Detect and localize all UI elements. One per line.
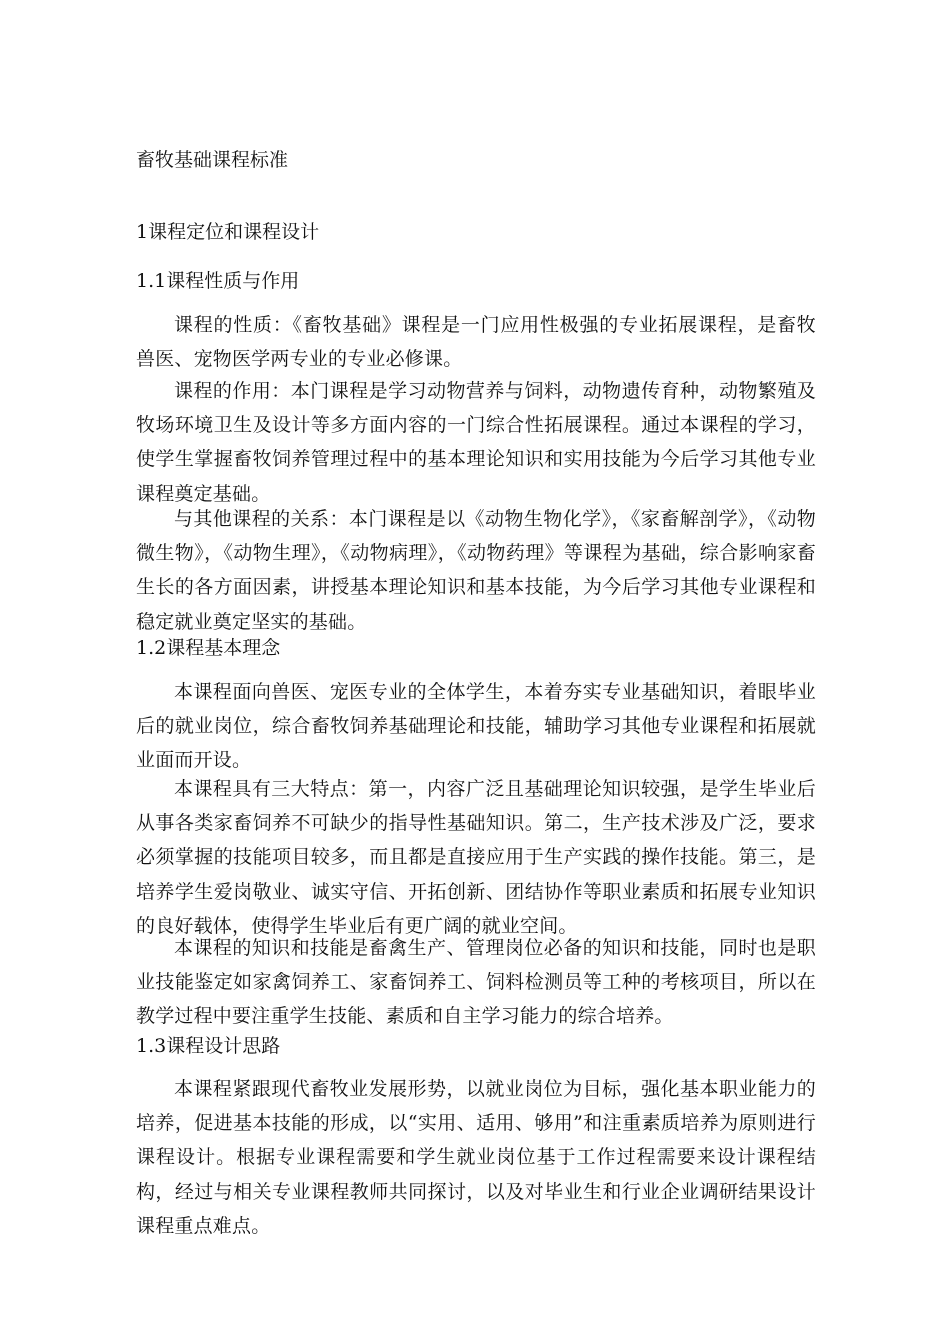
document-title: 畜牧基础课程标准 bbox=[136, 149, 289, 171]
paragraph: 与其他课程的关系：本门课程是以《动物生物化学》，《家畜解剖学》，《动物微生物》，《动物生理》，《动物病理》，《动物药理》等课程为基础，综合影响家畜生长的各方面因素，讲授基本理论知识和基本技能，为今后学习其他专业课程和稳定就业奠定坚实的基础。 bbox=[136, 508, 816, 633]
paragraph: 本课程的知识和技能是畜禽生产、管理岗位必备的知识和技能，同时也是职业技能鉴定如家禽饲养工、家畜饲养工、饲料检测员等工种的考核项目，所以在教学过程中要注重学生技能、素质和自主学习能力的综合培养。 bbox=[136, 937, 816, 1028]
paragraph: 课程的作用：本门课程是学习动物营养与饲料，动物遗传育种，动物繁殖及牧场环境卫生及设计等多方面内容的一门综合性拓展课程。通过本课程的学习，使学生掌握畜牧饲养管理过程中的基本理论知识和实用技能为今后学习其他专业课程奠定基础。 bbox=[136, 380, 816, 505]
paragraph: 本课程具有三大特点：第一，内容广泛且基础理论知识较强，是学生毕业后从事各类家畜饲养不可缺少的指导性基础知识。第二，生产技术涉及广泛，要求必须掌握的技能项目较多，而且都是直接应用于生产实践的操作技能。第三，是培养学生爱岗敬业、诚实守信、开拓创新、团结协作等职业素质和拓展专业知识的良好载体，使得学生毕业后有更广阔的就业空间。 bbox=[136, 778, 816, 937]
subsection-heading: 1.1课程性质与作用 bbox=[136, 270, 300, 292]
subsection-heading: 1.3课程设计思路 bbox=[136, 1035, 281, 1057]
section-heading: 1课程定位和课程设计 bbox=[136, 221, 320, 243]
paragraph: 课程的性质：《畜牧基础》课程是一门应用性极强的专业拓展课程，是畜牧兽医、宠物医学两专业的专业必修课。 bbox=[136, 314, 816, 371]
paragraph: 本课程面向兽医、宠医专业的全体学生，本着夯实专业基础知识，着眼毕业后的就业岗位，综合畜牧饲养基础理论和技能，辅助学习其他专业课程和拓展就业面而开设。 bbox=[136, 681, 816, 772]
paragraph: 本课程紧跟现代畜牧业发展形势，以就业岗位为目标，强化基本职业能力的培养，促进基本技能的形成，以“实用、适用、够用”和注重素质培养为原则进行课程设计。根据专业课程需要和学生就业岗位基于工作过程需要来设计课程结构，经过与相关专业课程教师共同探讨，以及对毕业生和行业企业调研结果设计课程重点难点。 bbox=[136, 1078, 816, 1237]
subsection-heading: 1.2课程基本理念 bbox=[136, 637, 281, 659]
